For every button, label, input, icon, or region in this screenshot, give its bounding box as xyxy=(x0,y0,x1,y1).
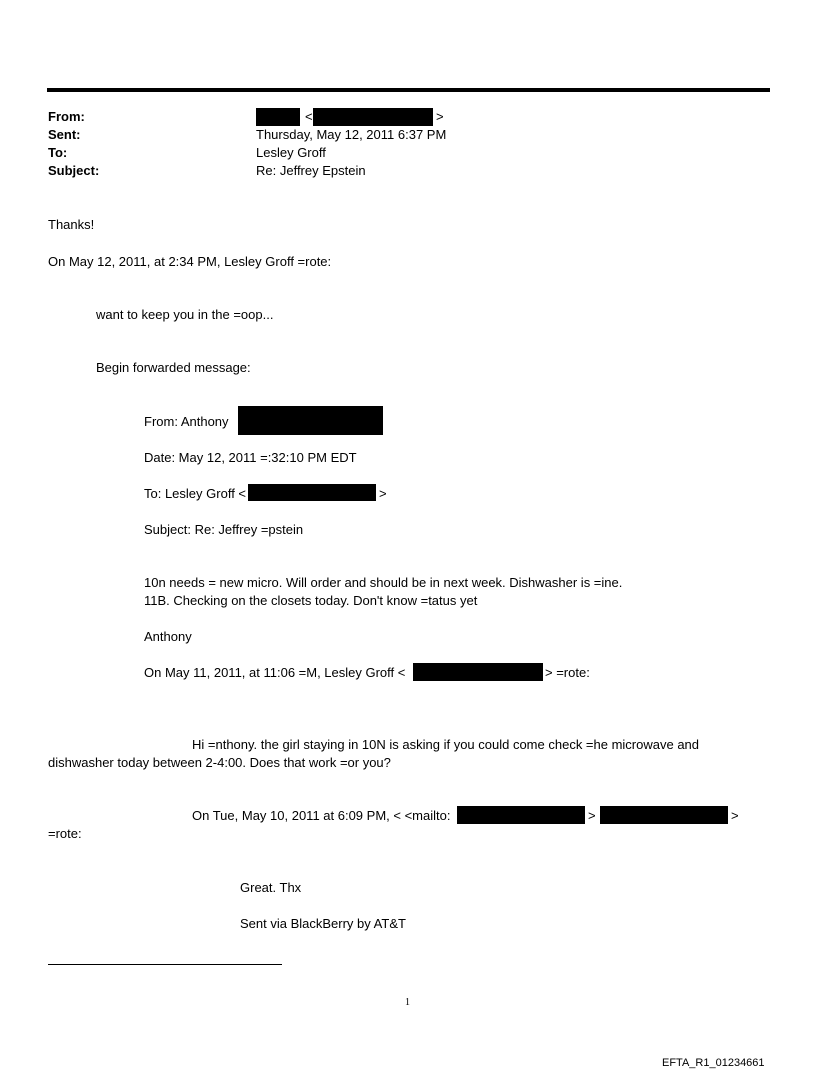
footnote-rule xyxy=(48,964,282,965)
to-label: To: xyxy=(48,145,68,160)
message-line-2: 11B. Checking on the closets today. Don't know =tatus yet xyxy=(144,593,478,608)
rote-text: =rote: xyxy=(48,826,82,841)
sent-value: Thursday, May 12, 2011 6:37 PM xyxy=(256,127,447,142)
page-number: 1 xyxy=(405,997,410,1008)
may11-attribution-suffix: > =rote: xyxy=(545,665,590,680)
forward-subject: Subject: Re: Jeffrey =pstein xyxy=(144,522,304,537)
from-label: From: xyxy=(48,109,85,124)
redaction-tue-email xyxy=(600,806,728,824)
thanks-text: Thanks! xyxy=(48,217,95,232)
sent-label: Sent: xyxy=(48,127,81,142)
from-lt: < xyxy=(305,109,313,124)
to-value: Lesley Groff xyxy=(256,145,326,160)
from-gt: > xyxy=(436,109,444,124)
begin-forwarded-text: Begin forwarded message: xyxy=(96,360,251,375)
redaction-tue-mailto xyxy=(457,806,585,824)
hi-line-2: dishwasher today between 2-4:00. Does that work =or you? xyxy=(48,755,391,770)
hi-line-1: Hi =nthony. the girl staying in 10N is asking if you could come check =he microwave and xyxy=(192,737,700,752)
redaction-forward-to-email xyxy=(248,484,376,501)
subject-label: Subject: xyxy=(48,163,100,178)
keep-in-loop-text: want to keep you in the =oop... xyxy=(96,307,274,322)
reply-attribution: On May 12, 2011, at 2:34 PM, Lesley Groff =rote: xyxy=(48,254,332,269)
signoff: Anthony xyxy=(144,629,192,644)
forward-date: Date: May 12, 2011 =:32:10 PM EDT xyxy=(144,450,357,465)
redaction-sender-name xyxy=(256,108,300,126)
blackberry-signature: Sent via BlackBerry by AT&T xyxy=(240,916,406,931)
forward-to-gt: > xyxy=(379,486,387,501)
subject-value: Re: Jeffrey Epstein xyxy=(256,163,366,178)
forward-from: From: Anthony xyxy=(144,414,229,429)
document-id: EFTA_R1_01234661 xyxy=(662,1057,765,1069)
forward-to: To: Lesley Groff < xyxy=(144,486,247,501)
tue-mid: > xyxy=(588,808,596,823)
tue-attribution: On Tue, May 10, 2011 at 6:09 PM, < <mailto: xyxy=(192,808,451,823)
message-line-1: 10n needs = new micro. Will order and should be in next week. Dishwasher is =ine. xyxy=(144,575,623,590)
redaction-sender-email xyxy=(313,108,433,126)
header-rule xyxy=(47,88,770,92)
redaction-may11-email xyxy=(413,663,543,681)
may11-attribution: On May 11, 2011, at 11:06 =M, Lesley Groff < xyxy=(144,665,406,680)
great-thx-text: Great. Thx xyxy=(240,880,302,895)
tue-end: > xyxy=(731,808,739,823)
redaction-forward-from xyxy=(238,406,383,435)
